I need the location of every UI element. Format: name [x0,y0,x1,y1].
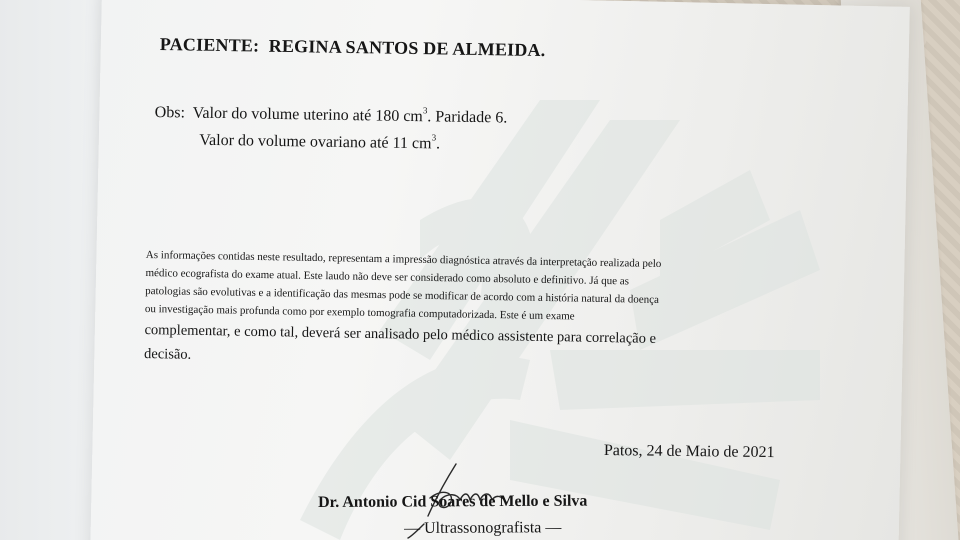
observations-block [154,96,507,156]
disclaimer-line-5: complementar, e como tal, deverá ser analisado pelo médico assistente para correlação e [144,321,657,347]
uterine-volume-suffix: . Paridade 6. [427,108,508,127]
disclaimer-line-4: ou investigação mais profunda como por exemplo tomografia computadorizada. Este é um exame [144,302,575,323]
disclaimer-line-2: médico ecografista do exame atual. Este laudo não deve ser considerado como absoluto e definitivo. Já que as [145,266,630,288]
patient-name: REGINA SANTOS DE ALMEIDA. [268,35,546,61]
observations-label: Obs: [154,103,186,122]
ovarian-volume-line [154,123,507,156]
doctor-role: — Ultrassonografista — [404,519,562,537]
ovarian-volume-superscript: 3 [431,132,437,143]
disclaimer-line-6: decisão. [143,345,192,363]
report-date: Patos, 24 de Maio de 2021 [603,442,775,462]
disclaimer-line-3: patologias são evolutivas e a identificação das mesmas pode se modificar de acordo com a história natural da doença [145,284,660,306]
uterine-volume-superscript: 3 [422,105,428,116]
disclaimer-paragraph [144,246,776,377]
ovarian-volume-suffix: . [435,135,441,153]
patient-label: PACIENTE: [159,34,260,56]
disclaimer-line-1: As informações contidas neste resultado, representam a impressão diagnóstica através da interpretação realizada pelo [145,248,662,270]
uterine-volume-text: Valor do volume uterino até 180 cm [192,104,423,126]
doctor-name: Dr. Antonio Cid Soares de Mello e Silva [318,492,588,511]
ovarian-volume-text: Valor do volume ovariano até 11 cm [199,131,432,153]
